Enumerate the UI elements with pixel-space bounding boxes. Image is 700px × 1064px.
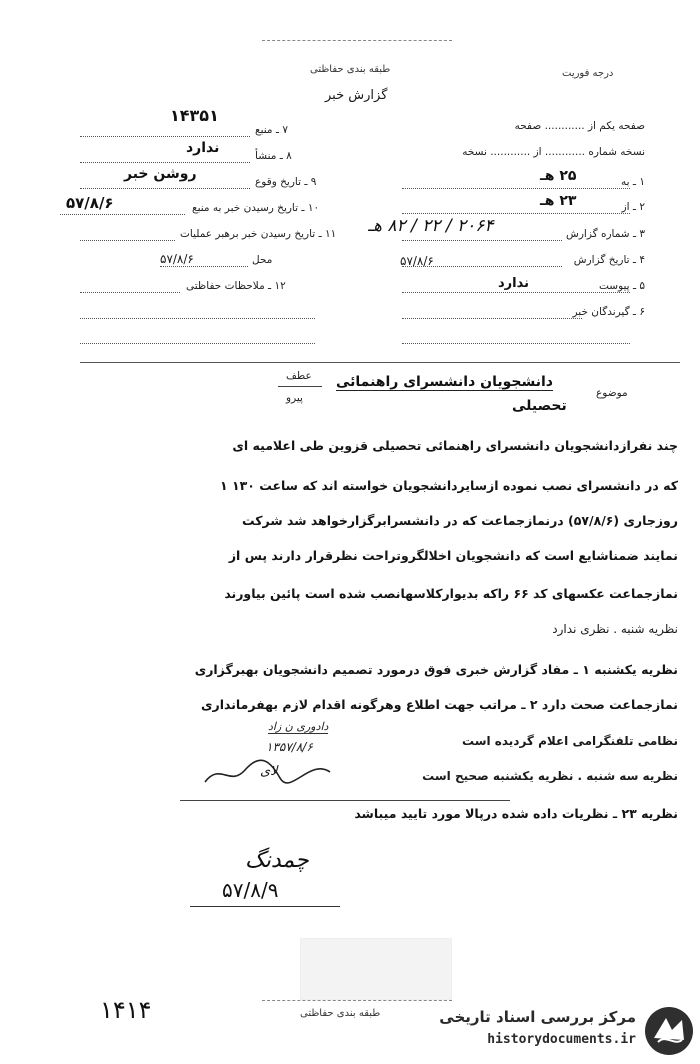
body-line-8: نمازجماعت صحت دارد ۲ ـ مراتب جهت اطلاع وهرگونه اقدام لازم بهفرمانداری: [201, 697, 678, 712]
occurrence-label: ۹ ـ تاریخ وقوع: [255, 176, 317, 188]
classification-top: طبقه بندی حفاظتی: [310, 64, 391, 75]
copy-field: نسخه شماره ............ از ............ نسخه: [462, 146, 645, 158]
notes-dots-1: [80, 292, 180, 293]
reference-divider: [278, 386, 322, 387]
received-ops-label: ۱۱ ـ تاریخ رسیدن خبر برهبر عملیات: [180, 228, 337, 240]
to-value: ۲۵ هـ: [540, 168, 577, 184]
origin-label: ۸ ـ منشأ: [255, 150, 292, 162]
separator-line: [180, 800, 510, 801]
report-no-dots: [402, 240, 562, 241]
from-label: ۲ ـ از: [621, 201, 645, 213]
origin-value: ندارد: [186, 140, 220, 156]
place-value: ۵۷/۸/۶: [160, 252, 194, 266]
report-no-label: ۳ ـ شماره گزارش: [566, 228, 645, 240]
body-line-7: نظریه یکشنبه ۱ ـ مفاد گزارش خبری فوق درمورد تصمیم دانشجویان بهبرگزاری: [194, 662, 678, 677]
body-line-2: که در دانشسرای نصب نموده ازسایردانشجویان خواسته اند که ساعت ۱۳۰ ۱: [219, 478, 678, 493]
occurrence-value: روشن خبر: [124, 166, 197, 182]
body-line-3: روزجاری (۵۷/۸/۶) درنمازجماعت که در دانشسرابرگزارخواهد شد شرکت: [242, 513, 678, 528]
body-line-10: نظریه سه شنبه . نظریه یکشنبه صحیح است: [422, 769, 678, 783]
recipients-dots-2: [402, 343, 630, 344]
body-line-11: نظریه ۲۳ ـ نظریات داده شده درپالا مورد تایید میباشد: [354, 806, 678, 821]
handwritten-initials: دادوری ن زاد: [268, 720, 329, 733]
origin-dots: [80, 162, 250, 163]
notes-dots-3: [80, 343, 315, 344]
signature-note: لای: [260, 764, 278, 779]
attachment-label: ۵ ـ پیوست: [598, 280, 645, 292]
report-date-value: ۵۷/۸/۶: [400, 254, 434, 268]
source-label: ۷ ـ منبع: [255, 124, 288, 136]
subject-label: موضوع: [596, 387, 628, 399]
faded-stamp: [300, 938, 452, 1000]
received-ops-dots: [80, 240, 175, 241]
recipients-label: ۶ ـ گیرندگان خبر: [572, 306, 645, 318]
body-line-6: نظریه شنبه . نظری ندارد: [552, 622, 678, 636]
attachment-dots: [402, 292, 630, 293]
urgency-label: درجه فوریت: [562, 68, 614, 79]
bottom-date-underline: [190, 906, 340, 907]
subject-divider: [80, 362, 680, 363]
top-stamp-box: [262, 40, 452, 59]
received-value: ۵۷/۸/۶: [66, 194, 114, 212]
subject-value-line2: تحصیلی: [512, 398, 567, 414]
body-line-5: نمازجماعت عکسهای کد ۶۶ راکه بدیوارکلاسهانصب شده است پائین بیاورند: [224, 586, 678, 601]
report-no-value: ۲۰۶۴ / ۲۲ / ۸۲ هـ: [368, 216, 494, 236]
attachment-value: ندارد: [498, 276, 530, 291]
footer-rule: [262, 1000, 452, 1001]
place-dots: [160, 266, 248, 267]
archive-name: مرکز بررسی اسناد تاریخی: [439, 1008, 636, 1026]
notes-dots-2: [80, 318, 315, 319]
report-number: ۱۴۳۵۱: [170, 106, 219, 125]
reference-note: عطف: [286, 370, 312, 382]
archive-emblem-icon: [642, 1004, 696, 1058]
bottom-left-number: ۱۴۱۴: [100, 996, 152, 1024]
place-label: محل: [252, 254, 273, 266]
received-dots: [60, 214, 185, 215]
from-dots: [402, 213, 630, 214]
bottom-date: ۵۷/۸/۹: [222, 878, 279, 902]
to-label: ۱ ـ به: [621, 176, 645, 188]
from-value: ۲۳ هـ: [540, 193, 577, 209]
handwritten-date: ۱۳۵۷/۸/۶: [266, 740, 313, 754]
recipients-dots: [402, 318, 582, 319]
bottom-signature: چمدنگ: [245, 848, 309, 873]
subject-value-line1: دانشجویان دانشسرای راهنمائی: [336, 374, 553, 390]
body-line-4: نمایند ضمناشایع است که دانشجویان اخلالگروتراحت نظرقرار دارند پس از: [228, 548, 678, 563]
classification-bottom: طبقه بندی حفاظتی: [300, 1008, 381, 1019]
received-label: ۱۰ ـ تاریخ رسیدن خبر به منبع: [192, 202, 320, 214]
body-line-1: چند نفرازدانشجویان دانشسرای راهنمائی تحصیلی قزوین طی اعلامیه ای: [232, 438, 678, 453]
to-dots: [402, 188, 630, 189]
following-note: پیرو: [286, 392, 303, 404]
report-title: گزارش خبر: [325, 88, 388, 103]
occurrence-dots: [80, 188, 250, 189]
archive-logo: [396, 1002, 696, 1060]
body-line-9: نظامی تلفنگرامی اعلام گردیده است: [461, 734, 678, 748]
archive-url: historydocuments.ir: [487, 1032, 636, 1047]
report-date-label: ۴ ـ تاریخ گزارش: [573, 254, 645, 266]
source-dots: [80, 136, 250, 137]
notes-label: ۱۲ ـ ملاحظات حفاظتی: [186, 280, 286, 292]
page-field: صفحه یکم از ............ صفحه: [514, 120, 645, 132]
